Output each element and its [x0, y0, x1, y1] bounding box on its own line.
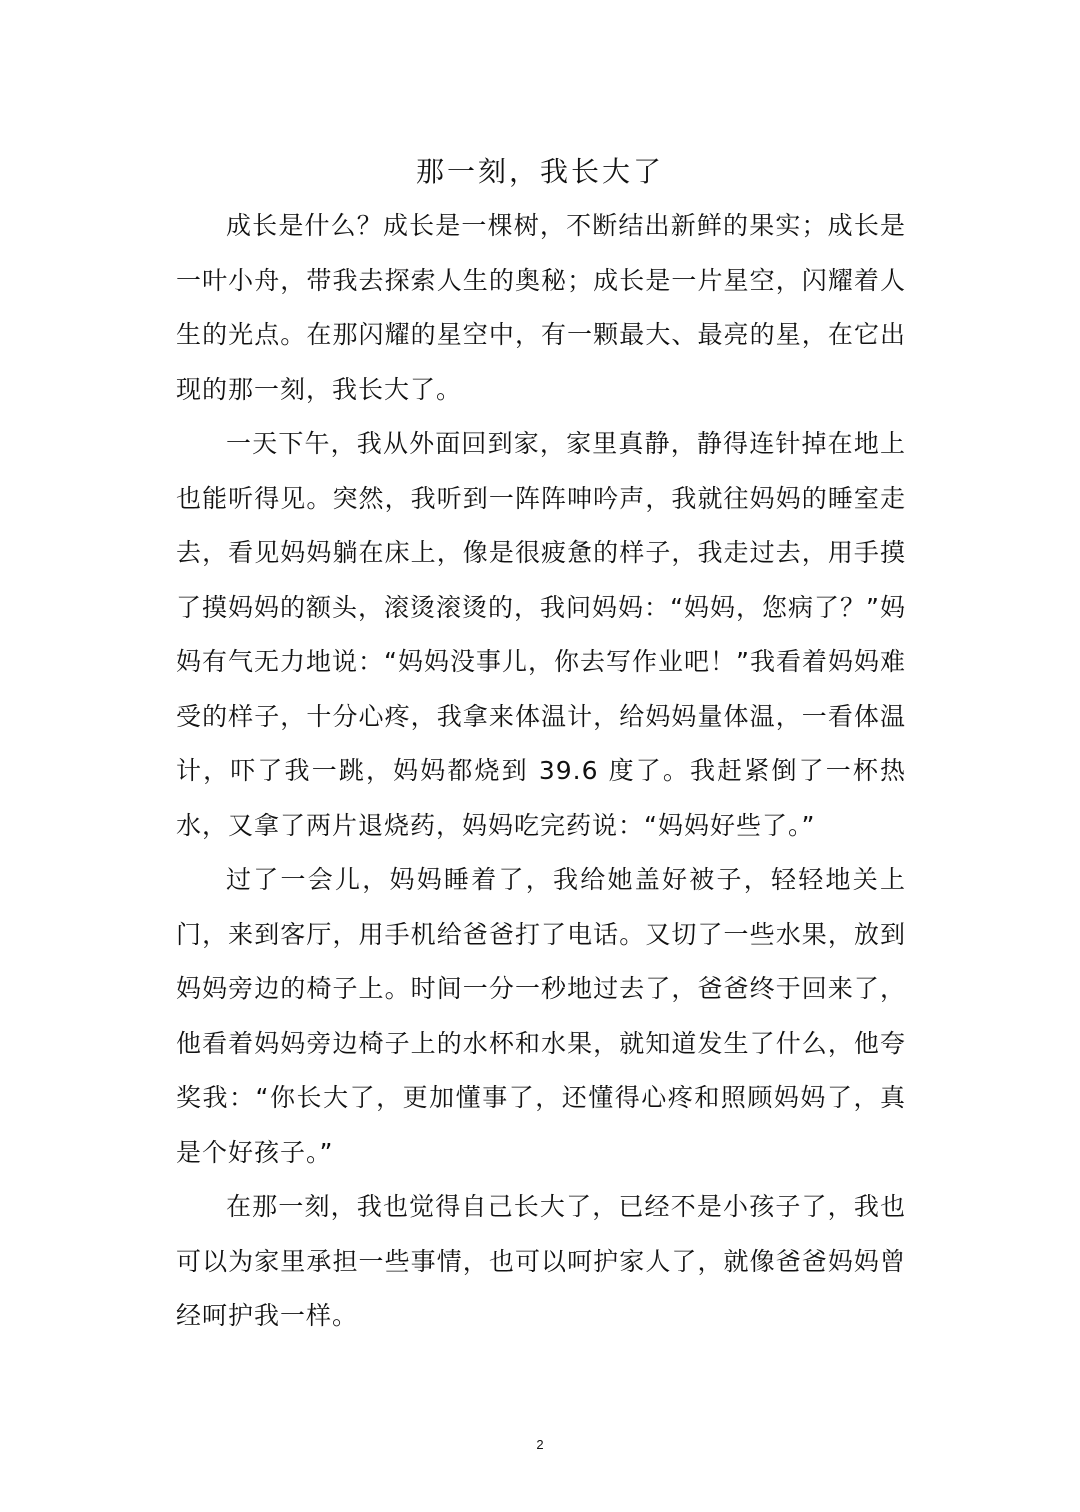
- paragraph-3: 过了一会儿，妈妈睡着了，我给她盖好被子，轻轻地关上门，来到客厅，用手机给爸爸打了电话。又切了一些水果，放到妈妈旁边的椅子上。时间一分一秒地过去了，爸爸终于回来了，他看着妈妈旁边椅子上的水杯和水果，就知道发生了什么，他夸奖我：“你长大了，更加懂事了，还懂得心疼和照顾妈妈了，真是个好孩子。”: [176, 865, 906, 1167]
- paragraph-2: 一天下午，我从外面回到家，家里真静，静得连针掉在地上也能听得见。突然，我听到一阵阵呻吟声，我就往妈妈的睡室走去，看见妈妈躺在床上，像是很疲惫的样子，我走过去，用手摸了摸妈妈的额头，滚烫滚烫的，我问妈妈：“妈妈，您病了？”妈妈有气无力地说：“妈妈没事儿，你去写作业吧！”我看着妈妈难受的样子，十分心疼，我拿来体温计，给妈妈量体温，一看体温计，吓了我一跳，妈妈都烧到 39.6 度了。我赶紧倒了一杯热水，又拿了两片退烧药，妈妈吃完药说：“妈妈好些了。”: [176, 429, 906, 840]
- paragraph-4: 在那一刻，我也觉得自己长大了，已经不是小孩子了，我也可以为家里承担一些事情，也可以呵护家人了，就像爸爸妈妈曾经呵护我一样。: [176, 1192, 906, 1330]
- page-number: 2: [536, 1437, 544, 1452]
- essay-title: 那一刻，我长大了: [415, 155, 664, 188]
- paragraph-1: 成长是什么？成长是一棵树，不断结出新鲜的果实；成长是一叶小舟，带我去探索人生的奥秘；成长是一片星空，闪耀着人生的光点。在那闪耀的星空中，有一颗最大、最亮的星，在它出现的那一刻，我长大了。: [176, 211, 906, 404]
- essay-body: [176, 199, 906, 1344]
